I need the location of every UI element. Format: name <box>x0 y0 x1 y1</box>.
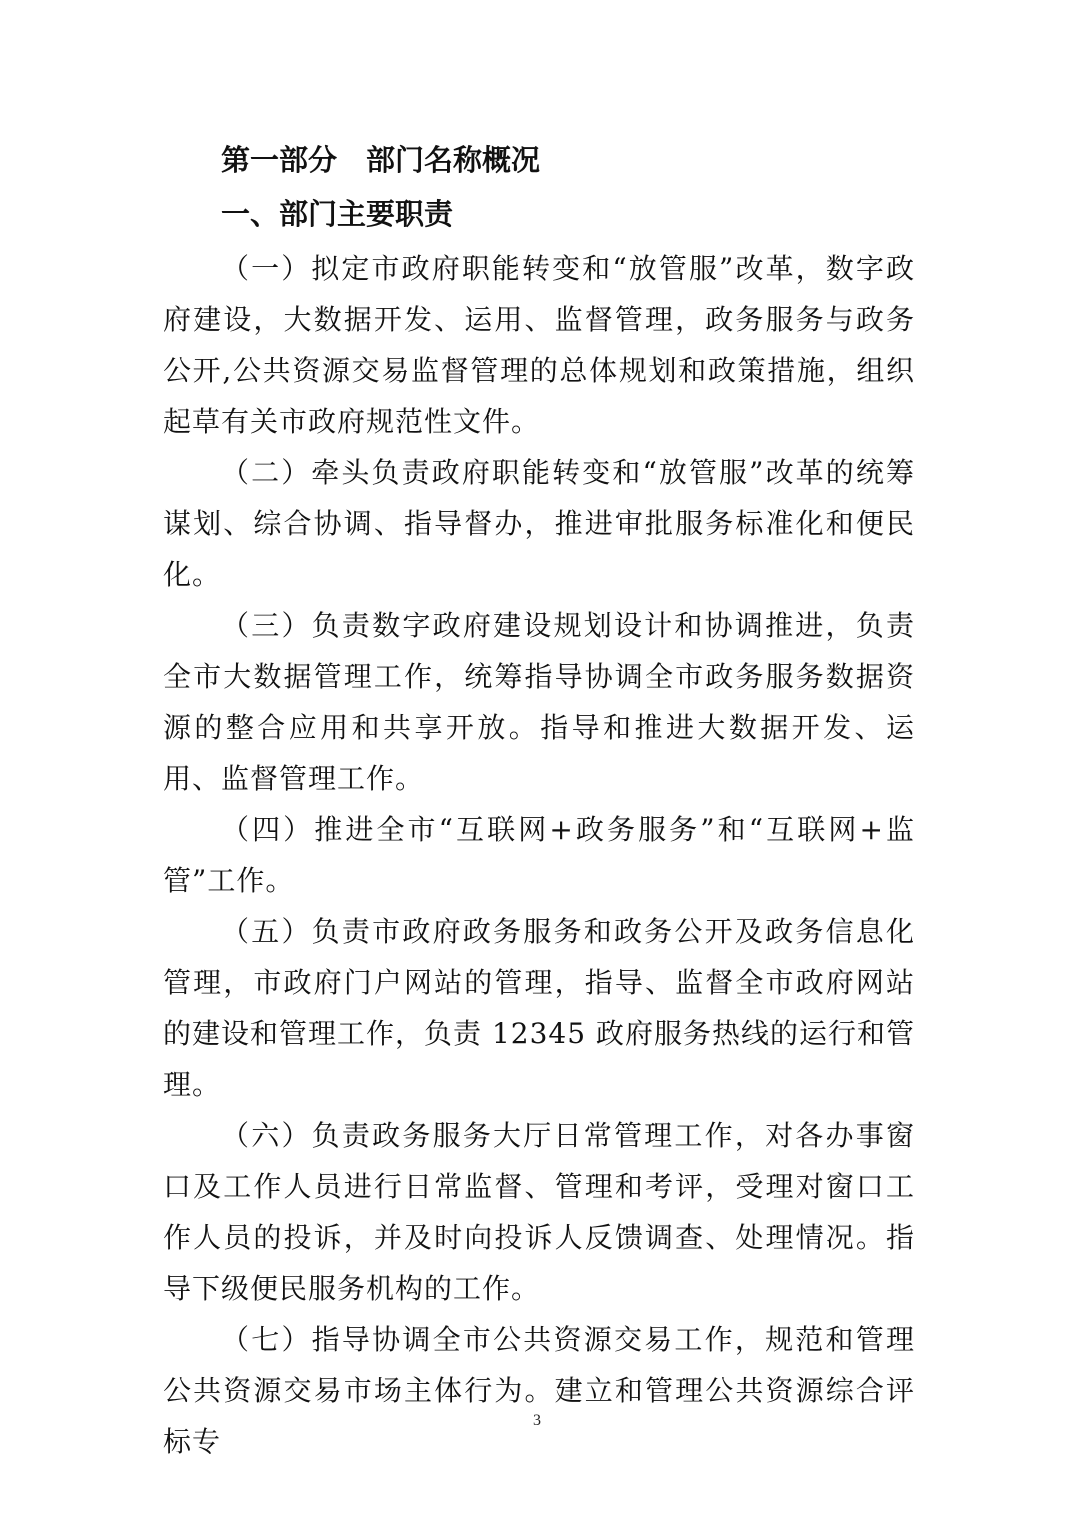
duty-paragraph-7: （七）指导协调全市公共资源交易工作，规范和管理公共资源交易市场主体行为。建立和管理公共资源综合评标专 <box>163 1323 915 1458</box>
duty-paragraph-5: （五）负责市政府政务服务和政务公开及政务信息化管理，市政府门户网站的管理，指导、监督全市政府网站的建设和管理工作，负责 12345 政府服务热线的运行和管理。 <box>163 915 915 1101</box>
duty-paragraph-2: （二）牵头负责政府职能转变和“放管服”改革的统筹谋划、综合协调、指导督办，推进审批服务标准化和便民化。 <box>163 456 915 591</box>
document-body <box>163 138 915 1467</box>
duty-paragraph-3: （三）负责数字政府建设规划设计和协调推进，负责全市大数据管理工作，统筹指导协调全市政务服务数据资源的整合应用和共享开放。指导和推进大数据开发、运用、监督管理工作。 <box>163 609 915 795</box>
section-title: 第一部分 部门名称概况 <box>221 143 541 177</box>
duty-paragraph-1: （一）拟定市政府职能转变和“放管服”改革，数字政府建设，大数据开发、运用、监督管理，政务服务与政务公开,公共资源交易监督管理的总体规划和政策措施，组织起草有关市政府规范性文件。 <box>163 252 915 438</box>
page-number: 3 <box>533 1412 541 1429</box>
duty-paragraph-6: （六）负责政务服务大厅日常管理工作，对各办事窗口及工作人员进行日常监督、管理和考评，受理对窗口工作人员的投诉，并及时向投诉人反馈调查、处理情况。指导下级便民服务机构的工作。 <box>163 1119 915 1305</box>
duty-paragraph-4: （四）推进全市“互联网+政务服务”和“互联网+监管”工作。 <box>163 813 915 897</box>
subsection-title: 一、部门主要职责 <box>221 197 454 231</box>
